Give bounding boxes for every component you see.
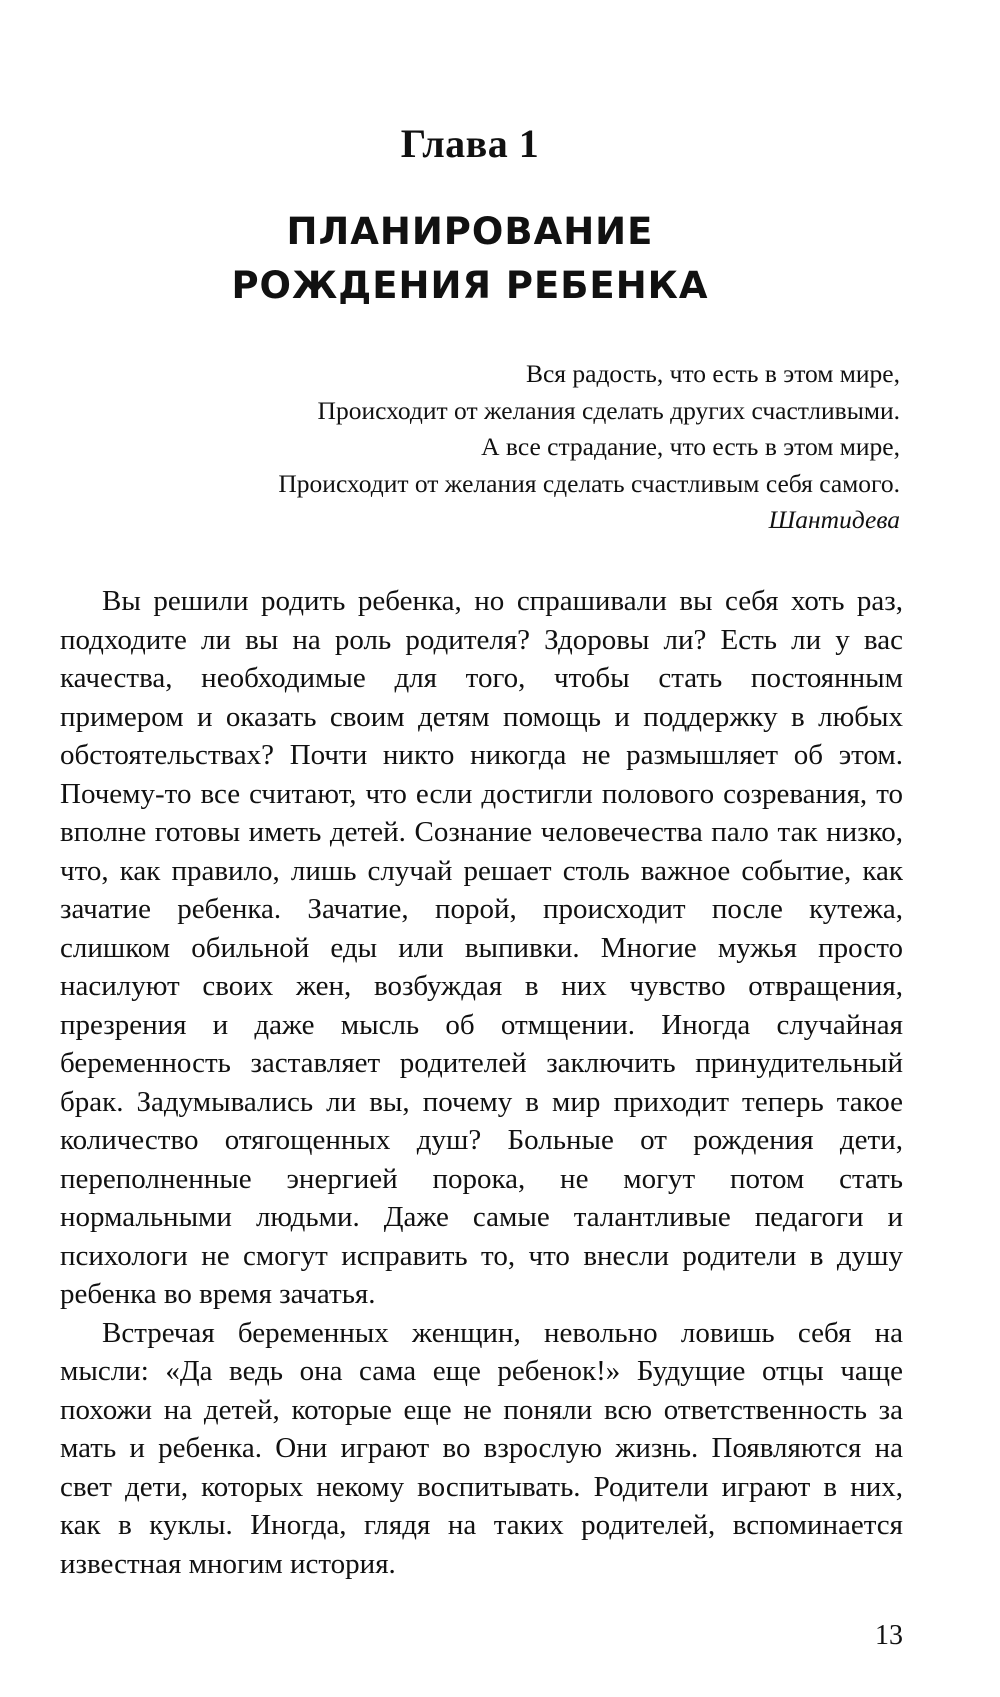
chapter-title-line-2: РОЖДЕНИЯ РЕБЕНКА [231,264,709,307]
chapter-label: Глава 1 [400,121,540,166]
page-number: 13 [875,1620,903,1651]
paragraph: Встречая беременных женщин, невольно ловишь себя на мысли: «Да ведь она сама еще ребенок!» Будущие отцы чаще похожи на детей, которые еще не поняли всю ответственность за мать и ребенка. Они играют во взрослую жизнь. Появляются на свет дети, которых некому воспитывать. Родители играют в них, как в куклы. Иногда, глядя на таких родителей, вспоминается известная многим история. [60,1316,903,1580]
chapter-title [0,205,940,313]
epigraph [120,356,900,539]
epigraph-line: А все страдание, что есть в этом мире, [481,432,900,461]
chapter-title-line-1: ПЛАНИРОВАНИЕ [286,210,654,253]
body-text [60,582,903,1583]
epigraph-author: Шантидева [768,505,900,534]
epigraph-line: Вся радость, что есть в этом мире, [525,359,900,388]
paragraph: Вы решили родить ребенка, но спрашивали вы себя хоть раз, подходите ли вы на роль родителя? Здоровы ли? Есть ли у вас качества, необходимые для того, чтобы стать постоянным примером и оказать своим детям помощь и поддержку в любых обстоятельствах? Почти никто никогда не размышляет об этом. Почему-то все считают, что если достигли полового созревания, то вполне готовы иметь детей. Сознание человечества пало так низко, что, как правило, лишь случай решает столь важное событие, как зачатие ребенка. Зачатие, порой, происходит после кутежа, слишком обильной еды или выпивки. Многие мужья просто насилуют своих жен, возбуждая в них чувство отвращения, презрения и даже мысль об отмщении. Иногда случайная беременность заставляет родителей заключить принудительный брак. Задумывались ли вы, почему в мир приходит теперь такое количество отягощенных душ? Больные от рождения дети, переполненные энергией порока, не могут потом стать нормальными людьми. Даже самые талантливые педагоги и психологи не смогут исправить то, что внесли родители в душу ребенка во время зачатья. [60,585,903,1310]
epigraph-line: Происходит от желания сделать других счастливыми. [317,395,900,425]
epigraph-line: Происходит от желания сделать счастливым себя самого. [278,468,900,498]
